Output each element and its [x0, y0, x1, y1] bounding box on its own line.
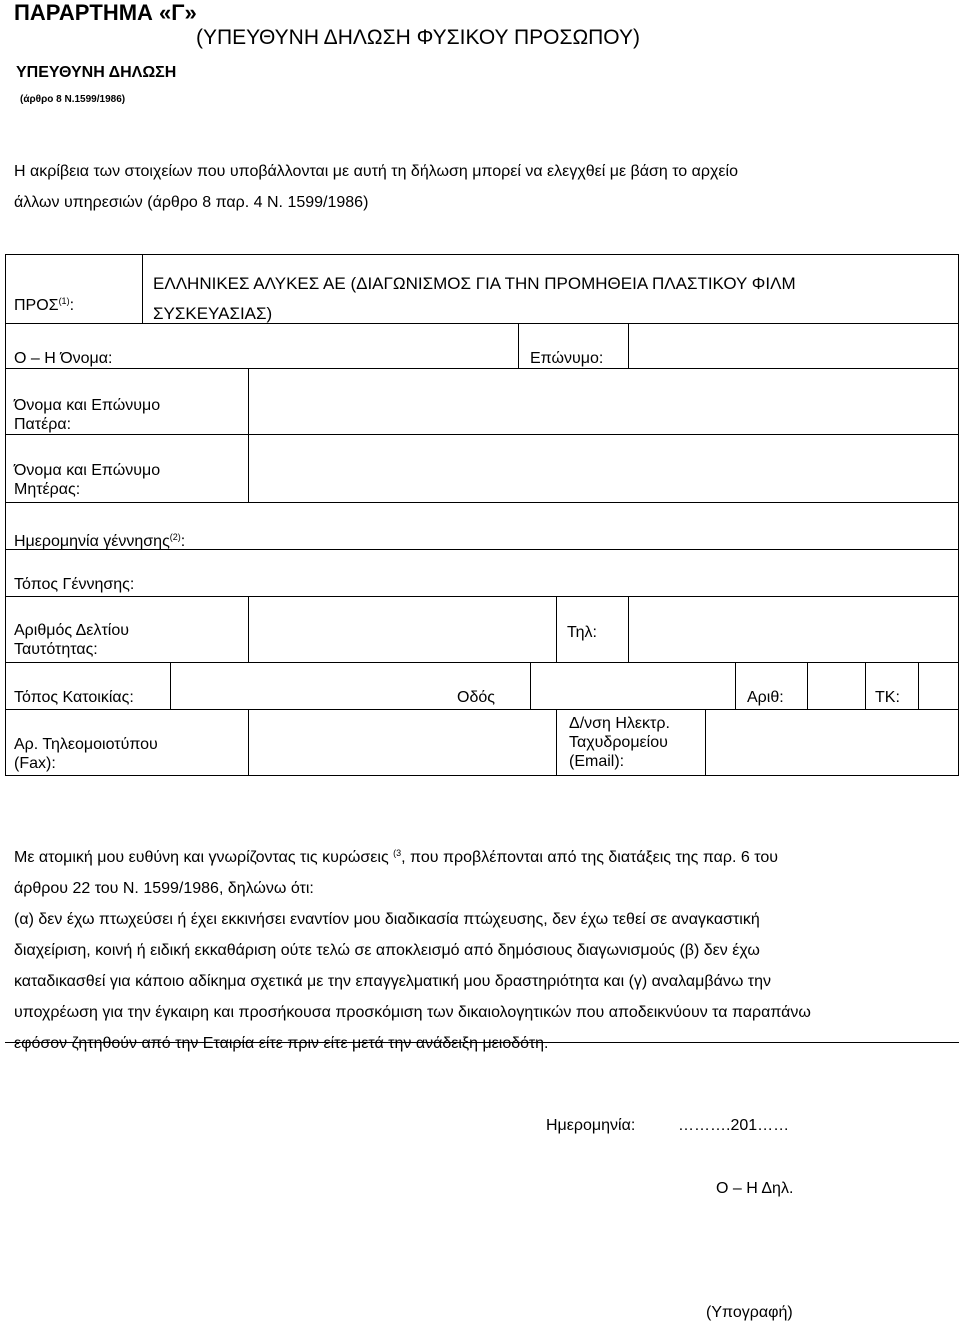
- declaration-form: [5, 254, 959, 776]
- id-card-label-line-2: Ταυτότητας:: [14, 641, 98, 658]
- form-rule: [5, 775, 959, 776]
- intro-text: [14, 156, 738, 218]
- email-label-line-1: Δ/νση Ηλεκτρ.: [569, 715, 670, 732]
- mother-name-label: [14, 461, 160, 499]
- id-card-label-line-1: Αριθμός Δελτίου: [14, 622, 129, 639]
- form-rule-vertical: [5, 254, 6, 776]
- email-label: [569, 714, 670, 771]
- id-card-label: [14, 621, 129, 659]
- intro-line-1: Η ακρίβεια των στοιχείων που υποβάλλονται με αυτή τη δήλωση μπορεί να ελεγχθεί με βάση το αρχείο: [14, 163, 738, 180]
- form-rule-vertical: [918, 662, 919, 709]
- date-label: Ημερομηνία:: [546, 1117, 636, 1134]
- form-rule-vertical: [628, 596, 629, 662]
- form-rule-vertical: [518, 323, 519, 368]
- declaration-line-3: (α) δεν έχω πτωχεύσει ή έχει εκκινήσει εναντίον μου διαδικασία πτώχευσης, δεν έχω τεθεί σε αναγκαστική: [14, 911, 760, 928]
- email-label-line-2: Ταχυδρομείου: [569, 734, 668, 751]
- to-label: ΠΡΟΣ$^{(1)}$:: [14, 296, 75, 314]
- declaration-line-2: άρθρου 22 του Ν. 1599/1986, δηλώνω ότι:: [14, 880, 314, 897]
- declaration-heading: ΥΠΕΥΘΥΝΗ ΔΗΛΩΣΗ: [16, 64, 177, 81]
- form-rule: [5, 662, 959, 663]
- birthplace-label: Τόπος Γέννησης:: [14, 576, 135, 593]
- form-rule-vertical: [530, 662, 531, 709]
- form-rule: [5, 434, 959, 435]
- form-rule-vertical: [142, 254, 143, 323]
- father-name-label: [14, 396, 160, 434]
- to-value-line-1: ΕΛΛΗΝΙΚΕΣ ΑΛΥΚΕΣ ΑΕ (ΔΙΑΓΩΝΙΣΜΟΣ ΓΙΑ ΤΗΝ ΠΡΟΜΗΘΕΙΑ ΠΛΑΣΤΙΚΟΥ ΦΙΛΜ: [153, 274, 796, 293]
- street-number-label: Αριθ:: [747, 689, 784, 706]
- form-rule: [5, 254, 959, 255]
- date-value: ……….201……: [678, 1117, 790, 1134]
- form-rule: [5, 502, 959, 503]
- name-label: Ο – Η Όνομα:: [14, 350, 113, 367]
- annex-subtitle: (ΥΠΕΥΘΥΝΗ ΔΗΛΩΣΗ ΦΥΣΙΚΟΥ ΠΡΟΣΩΠΟΥ): [196, 26, 640, 49]
- form-rule-vertical: [807, 662, 808, 709]
- fax-label-line-1: Αρ. Τηλεομοιοτύπου: [14, 736, 158, 753]
- form-rule-vertical: [735, 662, 736, 709]
- law-reference: (άρθρο 8 Ν.1599/1986): [20, 94, 126, 105]
- father-name-label-line-1: Όνομα και Επώνυμο: [14, 397, 161, 414]
- declaration-line-6: υποχρέωση για την έγκαιρη και προσήκουσα προσκόμιση των δικαιολογητικών που αποδεικνύουν τα παραπάνω: [14, 1004, 811, 1021]
- form-rule-vertical: [556, 709, 557, 775]
- declaration-line-5: καταδικασθεί για κάποιο αδίκημα σχετικά με την επαγγελματική μου δραστηριότητα και (γ) αναλαμβάνω την: [14, 973, 772, 990]
- street-label: Οδός: [457, 689, 495, 706]
- form-rule: [5, 709, 959, 710]
- form-rule-vertical: [248, 709, 249, 775]
- declaration-divider: [5, 1042, 959, 1043]
- annex-title: ΠΑΡΑΡΤΗΜΑ «Γ»: [14, 0, 197, 25]
- declaration-line-7: εφόσον ζητηθούν από την Εταιρία είτε πριν είτε μετά την ανάδειξη μειοδότη.: [14, 1035, 549, 1052]
- birthdate-label: Ημερομηνία γέννησης$^{(2)}$:: [14, 532, 186, 550]
- form-rule: [5, 596, 959, 597]
- signature-label: (Υπογραφή): [706, 1304, 793, 1321]
- email-label-line-3: (Email):: [569, 753, 625, 770]
- mother-name-label-line-2: Μητέρας:: [14, 481, 81, 498]
- form-rule: [5, 368, 959, 369]
- form-rule-vertical: [248, 596, 249, 662]
- postcode-label: ΤΚ:: [875, 689, 900, 706]
- father-name-label-line-2: Πατέρα:: [14, 416, 72, 433]
- declarant-label: Ο – Η Δηλ.: [716, 1180, 794, 1197]
- declaration-text: [14, 838, 914, 1059]
- fax-label: [14, 735, 158, 773]
- form-rule-vertical: [248, 368, 249, 502]
- form-rule-vertical: [958, 254, 959, 776]
- residence-label: Τόπος Κατοικίας:: [14, 689, 134, 706]
- intro-line-2: άλλων υπηρεσιών (άρθρο 8 παρ. 4 Ν. 1599/1986): [14, 194, 369, 211]
- surname-label: Επώνυμο:: [530, 350, 604, 367]
- form-rule-vertical: [865, 662, 866, 709]
- form-rule-vertical: [556, 596, 557, 662]
- phone-label: Τηλ:: [567, 624, 597, 641]
- to-value-line-2: ΣΥΣΚΕΥΑΣΙΑΣ): [153, 304, 273, 323]
- fax-label-line-2: (Fax):: [14, 755, 56, 772]
- mother-name-label-line-1: Όνομα και Επώνυμο: [14, 462, 161, 479]
- to-value: [153, 269, 796, 329]
- declaration-line-4: διαχείριση, κοινή ή ειδική εκκαθάριση ούτε τελώ σε αποκλεισμό από δημόσιους διαγωνισμούς (β) δεν έχω: [14, 942, 760, 959]
- form-rule-vertical: [170, 662, 171, 709]
- form-rule-vertical: [628, 323, 629, 368]
- form-rule-vertical: [705, 709, 706, 775]
- declaration-line-1: Με ατομική μου ευθύνη και γνωρίζοντας τις κυρώσεις $^{(3}$, που προβλέπονται από της διατάξεις της παρ. 6 του: [14, 848, 778, 866]
